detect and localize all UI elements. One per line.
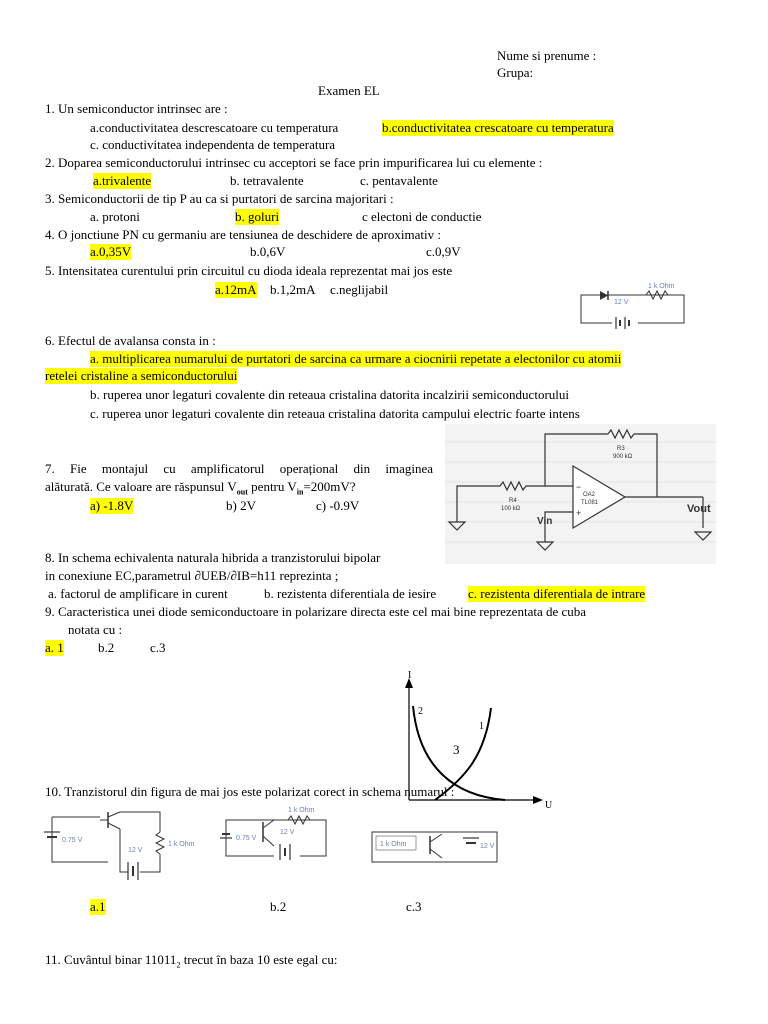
q5-option-c: c.neglijabil (330, 282, 389, 297)
q3-option-c: c electoni de conductie (362, 209, 482, 224)
q3-question: 3. Semiconductorii de tip P au ca si purtatori de sarcina majoritari : (45, 191, 394, 206)
q7-opamp-circuit (445, 424, 716, 564)
exam-title: Examen EL (318, 83, 380, 98)
q4-question: 4. O jonctiune PN cu germaniu are tensiunea de deschidere de aproximativ : (45, 227, 442, 242)
opamp-name: OA2 (583, 492, 596, 498)
q8-line1: 8. In schema echivalenta naturala hibrida a tranzistorului bipolar (45, 550, 381, 565)
q1-option-a: a.conductivitatea descrescatoare cu temperatura (90, 120, 339, 135)
q9-option-a: a. 1 (45, 640, 64, 655)
q2-option-b: b. tetravalente (230, 173, 304, 188)
q7-question-line2: alăturată. Ce valoare are răspunsul $V_{out}$ pentru $V_{in}=200mV$? (45, 479, 356, 497)
q7-question-line1: 7. Fie montajul cu amplificatorul operațional din imaginea (45, 461, 433, 476)
q8-option-a: a. factorul de amplificare in curent (48, 586, 228, 601)
q1-question: 1. Un semiconductor intrinsec are : (45, 101, 228, 116)
q10-question: 10. Tranzistorul din figura de mai jos este polarizat corect in schema numarul : (45, 784, 455, 799)
q9-option-b: b.2 (98, 640, 115, 655)
q2-option-a: a.trivalente (93, 173, 152, 188)
q11-question: 11. Cuvântul binar $11011_2$ trecut în baza 10 este egal cu: (45, 952, 338, 970)
q9-option-c: c.3 (150, 640, 166, 655)
r3-value: 900 kΩ (613, 454, 633, 460)
q10-option-b: b.2 (270, 899, 287, 914)
r4-value: 100 kΩ (501, 506, 521, 512)
q6-option-c: c. ruperea unor legaturi covalente din reteaua cristalina datorita campului electric foarte intens (90, 406, 580, 421)
q3-option-a: a. protoni (90, 209, 140, 224)
c3-supply-label: 12 V (480, 843, 495, 850)
curve-3-label: 3 (453, 742, 460, 757)
q5-diode-circuit (578, 282, 688, 330)
x-axis-label: U (545, 800, 553, 811)
q6-question: 6. Efectul de avalansa consta in : (45, 333, 216, 348)
q4-option-a: a.0,35V (90, 244, 132, 259)
group-label: Grupa: (497, 65, 534, 80)
c1-source-label: 0.75 V (62, 837, 83, 844)
q8-line2: in conexiune EC,parametrul ∂UEB/∂IB=h11 reprezinta ; (45, 568, 339, 583)
q5-source-label: 12 V (614, 299, 629, 306)
r4-name: R4 (509, 498, 517, 504)
q9-line2: notata cu : (68, 622, 123, 637)
q5-option-a: a.12mA (215, 282, 257, 297)
q2-option-c: c. pentavalente (360, 173, 438, 188)
q3-option-b: b. goluri (235, 209, 280, 224)
opamp-model: TL081 (581, 500, 599, 506)
q10-circuit-1 (40, 812, 195, 882)
q5-resistor-label: 1 k Ohm (648, 283, 675, 290)
vin-label: Vin (537, 516, 553, 527)
q7-option-b: b) 2V (226, 498, 256, 513)
diode-icon (600, 291, 608, 300)
vout-label: Vout (687, 503, 711, 515)
q6-option-a-line2: retelei cristaline a semiconductorului (45, 368, 238, 383)
c2-source-label: 0.75 V (236, 835, 257, 842)
q8-option-c: c. rezistenta diferentiala de intrare (468, 586, 646, 601)
q1-option-b: b.conductivitatea crescatoare cu temperatura (382, 120, 614, 135)
opamp-plus: + (576, 508, 582, 518)
q4-option-c: c.0,9V (426, 244, 461, 259)
q1-option-c: c. conductivitatea independenta de temperatura (90, 137, 336, 152)
curve-1-label: 1 (479, 721, 484, 732)
q2-question: 2. Doparea semiconductorului intrinsec cu acceptori se face prin impurificarea lui cu elemente : (45, 155, 543, 170)
q5-question: 5. Intensitatea curentului prin circuitul cu dioda ideala reprezentat mai jos este (45, 263, 453, 278)
q10-circuit-3 (368, 822, 508, 867)
q10-circuit-2 (218, 802, 333, 862)
q4-option-b: b.0,6V (250, 244, 286, 259)
resistor-icon (156, 832, 164, 854)
c3-resistor-label: 1 k Ohm (380, 841, 407, 848)
q8-option-b: b. rezistenta diferentiala de iesire (264, 586, 437, 601)
q6-option-a-line1: a. multiplicarea numarului de purtatori de sarcina ca urmare a ciocnirii repetate a electonilor cu atomii (90, 351, 622, 366)
c2-supply-label: 12 V (280, 829, 295, 836)
q6-option-b: b. ruperea unor legaturi covalente din reteaua cristalina datorita incalzirii semiconductorului (90, 387, 569, 402)
q7-option-c: c) -0.9V (316, 498, 360, 513)
c2-resistor-label: 1 k Ohm (288, 807, 315, 814)
c1-resistor-label: 1 k Ohm (168, 841, 195, 848)
q5-option-b: b.1,2mA (270, 282, 316, 297)
q10-option-a: a.1 (90, 899, 106, 914)
q5-circuit-wire (581, 295, 684, 323)
name-label: Nume si prenume : (497, 48, 597, 63)
y-axis-label: I (408, 670, 412, 681)
curve-2-label: 2 (418, 706, 423, 717)
r3-name: R3 (617, 446, 625, 452)
q10-option-c: c.3 (406, 899, 422, 914)
q7-option-a: a) -1.8V (90, 498, 134, 513)
c1-supply-label: 12 V (128, 847, 143, 854)
opamp-minus: − (576, 482, 582, 492)
q9-line1: 9. Caracteristica unei diode semiconductoare in polarizare directa este cel mai bine reprezentata de cuba (45, 604, 587, 619)
